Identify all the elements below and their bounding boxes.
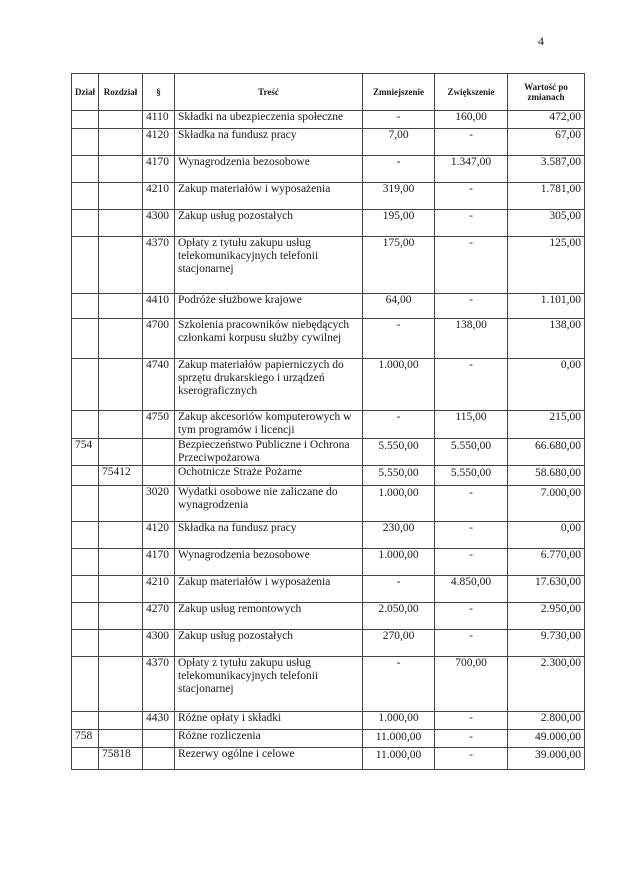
cell-rozdzial: [99, 603, 143, 630]
cell-rozdzial: [99, 522, 143, 549]
table-row: [72, 730, 585, 748]
cell-zwiekszenie: 700,00: [435, 657, 508, 712]
cell-zmniejszenie: 230,00: [363, 522, 435, 549]
cell-zwiekszenie: -: [435, 522, 508, 549]
cell-tresc: Wynagrodzenia bezosobowe: [175, 156, 363, 183]
cell-zmniejszenie: -: [363, 411, 435, 439]
header-row: [72, 74, 585, 111]
cell-zmniejszenie: 64,00: [363, 294, 435, 319]
table-row: [72, 522, 585, 549]
cell-zmniejszenie: 2.050,00: [363, 603, 435, 630]
cell-zwiekszenie: 5.550,00: [435, 439, 508, 466]
cell-dzial: [72, 129, 99, 156]
table-row: [72, 319, 585, 359]
table-row: [72, 359, 585, 411]
table-row: [72, 748, 585, 770]
cell-zwiekszenie: 4.850,00: [435, 576, 508, 603]
cell-rozdzial: [99, 129, 143, 156]
cell-tresc: Opłaty z tytułu zakupu usług telekomunikacyjnych telefonii stacjonarnej: [175, 237, 363, 294]
cell-zmniejszenie: 1.000,00: [363, 486, 435, 522]
table-row: [72, 576, 585, 603]
cell-paragraf: 4370: [143, 237, 175, 294]
cell-zwiekszenie: -: [435, 359, 508, 411]
cell-tresc: Składki na ubezpieczenia społeczne: [175, 111, 363, 129]
cell-tresc: Składka na fundusz pracy: [175, 129, 363, 156]
cell-wartosc: 1.101,00: [508, 294, 585, 319]
cell-paragraf: 4110: [143, 111, 175, 129]
cell-zmniejszenie: 11.000,00: [363, 748, 435, 770]
cell-tresc: Podróże służbowe krajowe: [175, 294, 363, 319]
cell-rozdzial: [99, 411, 143, 439]
cell-dzial: [72, 712, 99, 730]
table-row: [72, 549, 585, 576]
cell-paragraf: 4430: [143, 712, 175, 730]
cell-rozdzial: [99, 630, 143, 657]
cell-wartosc: 17.630,00: [508, 576, 585, 603]
cell-rozdzial: [99, 156, 143, 183]
cell-dzial: [72, 294, 99, 319]
cell-dzial: [72, 359, 99, 411]
cell-tresc: Zakup usług pozostałych: [175, 210, 363, 237]
cell-dzial: [72, 210, 99, 237]
table-row: [72, 183, 585, 210]
cell-rozdzial: [99, 576, 143, 603]
cell-rozdzial: [99, 730, 143, 748]
cell-zmniejszenie: 5.550,00: [363, 439, 435, 466]
cell-dzial: [72, 630, 99, 657]
cell-zwiekszenie: -: [435, 237, 508, 294]
cell-paragraf: [143, 439, 175, 466]
cell-zmniejszenie: 11.000,00: [363, 730, 435, 748]
cell-dzial: [72, 466, 99, 486]
cell-wartosc: 1.781,00: [508, 183, 585, 210]
cell-rozdzial: [99, 210, 143, 237]
cell-dzial: 754: [72, 439, 99, 466]
cell-paragraf: [143, 466, 175, 486]
cell-rozdzial: [99, 237, 143, 294]
table-row: [72, 712, 585, 730]
table-row: [72, 603, 585, 630]
table-body: [72, 111, 585, 770]
table-row: [72, 237, 585, 294]
cell-zwiekszenie: -: [435, 486, 508, 522]
cell-paragraf: 4370: [143, 657, 175, 712]
cell-rozdzial: [99, 712, 143, 730]
cell-rozdzial: [99, 183, 143, 210]
cell-zwiekszenie: -: [435, 183, 508, 210]
cell-wartosc: 472,00: [508, 111, 585, 129]
cell-zmniejszenie: -: [363, 576, 435, 603]
cell-zmniejszenie: -: [363, 319, 435, 359]
cell-paragraf: 4300: [143, 630, 175, 657]
cell-paragraf: 3020: [143, 486, 175, 522]
cell-wartosc: 66.680,00: [508, 439, 585, 466]
table-row: [72, 466, 585, 486]
cell-zmniejszenie: -: [363, 657, 435, 712]
header-zmniejszenie: Zmniejszenie: [363, 74, 435, 111]
cell-zmniejszenie: 270,00: [363, 630, 435, 657]
cell-dzial: [72, 576, 99, 603]
cell-paragraf: 4750: [143, 411, 175, 439]
cell-zwiekszenie: 138,00: [435, 319, 508, 359]
cell-tresc: Różne rozliczenia: [175, 730, 363, 748]
cell-wartosc: 2.800,00: [508, 712, 585, 730]
cell-zwiekszenie: -: [435, 712, 508, 730]
cell-dzial: [72, 237, 99, 294]
cell-dzial: [72, 522, 99, 549]
cell-paragraf: 4700: [143, 319, 175, 359]
cell-zwiekszenie: -: [435, 129, 508, 156]
cell-dzial: [72, 486, 99, 522]
cell-rozdzial: 75818: [99, 748, 143, 770]
cell-wartosc: 125,00: [508, 237, 585, 294]
cell-wartosc: 49.000,00: [508, 730, 585, 748]
cell-wartosc: 39.000,00: [508, 748, 585, 770]
cell-tresc: Zakup usług remontowych: [175, 603, 363, 630]
cell-rozdzial: [99, 319, 143, 359]
header-rozdzial: Rozdział: [99, 74, 143, 111]
cell-zmniejszenie: -: [363, 111, 435, 129]
cell-zwiekszenie: -: [435, 210, 508, 237]
table-row: [72, 486, 585, 522]
cell-dzial: [72, 319, 99, 359]
budget-table: [71, 73, 585, 770]
header-tresc: Treść: [175, 74, 363, 111]
cell-tresc: Bezpieczeństwo Publiczne i Ochrona Przeciwpożarowa: [175, 439, 363, 466]
cell-dzial: [72, 183, 99, 210]
cell-rozdzial: [99, 549, 143, 576]
header-wartosc: Wartość po zmianach: [508, 74, 585, 111]
header-paragraf: §: [143, 74, 175, 111]
cell-rozdzial: [99, 439, 143, 466]
cell-tresc: Szkolenia pracowników niebędących członkami korpusu służby cywilnej: [175, 319, 363, 359]
cell-zwiekszenie: -: [435, 630, 508, 657]
cell-paragraf: 4120: [143, 522, 175, 549]
cell-paragraf: 4210: [143, 576, 175, 603]
cell-zwiekszenie: 160,00: [435, 111, 508, 129]
cell-wartosc: 6.770,00: [508, 549, 585, 576]
cell-wartosc: 2.950,00: [508, 603, 585, 630]
cell-zmniejszenie: 1.000,00: [363, 712, 435, 730]
cell-zmniejszenie: 1.000,00: [363, 359, 435, 411]
cell-rozdzial: [99, 657, 143, 712]
cell-rozdzial: [99, 294, 143, 319]
cell-zmniejszenie: -: [363, 156, 435, 183]
cell-zwiekszenie: 5.550,00: [435, 466, 508, 486]
cell-dzial: [72, 411, 99, 439]
cell-wartosc: 2.300,00: [508, 657, 585, 712]
cell-dzial: [72, 657, 99, 712]
cell-tresc: Zakup akcesoriów komputerowych w tym programów i licencji: [175, 411, 363, 439]
cell-tresc: Opłaty z tytułu zakupu usług telekomunikacyjnych telefonii stacjonarnej: [175, 657, 363, 712]
cell-wartosc: 0,00: [508, 359, 585, 411]
cell-paragraf: 4170: [143, 549, 175, 576]
cell-dzial: [72, 111, 99, 129]
cell-paragraf: [143, 730, 175, 748]
cell-zmniejszenie: 319,00: [363, 183, 435, 210]
cell-zwiekszenie: -: [435, 603, 508, 630]
page-number: 4: [538, 34, 544, 48]
table-row: [72, 156, 585, 183]
cell-wartosc: 305,00: [508, 210, 585, 237]
cell-zwiekszenie: -: [435, 549, 508, 576]
cell-rozdzial: [99, 359, 143, 411]
cell-paragraf: 4120: [143, 129, 175, 156]
cell-paragraf: 4740: [143, 359, 175, 411]
cell-tresc: Zakup materiałów i wyposażenia: [175, 576, 363, 603]
cell-zwiekszenie: 1.347,00: [435, 156, 508, 183]
cell-tresc: Rezerwy ogólne i celowe: [175, 748, 363, 770]
cell-zmniejszenie: 7,00: [363, 129, 435, 156]
cell-tresc: Wydatki osobowe nie zaliczane do wynagrodzenia: [175, 486, 363, 522]
cell-zmniejszenie: 195,00: [363, 210, 435, 237]
cell-paragraf: 4300: [143, 210, 175, 237]
cell-rozdzial: [99, 111, 143, 129]
cell-wartosc: 7.000,00: [508, 486, 585, 522]
header-dzial: Dział: [72, 74, 99, 111]
table-row: [72, 210, 585, 237]
cell-rozdzial: 75412: [99, 466, 143, 486]
table-row: [72, 630, 585, 657]
cell-dzial: [72, 549, 99, 576]
cell-zwiekszenie: -: [435, 294, 508, 319]
cell-wartosc: 9.730,00: [508, 630, 585, 657]
cell-tresc: Wynagrodzenia bezosobowe: [175, 549, 363, 576]
cell-wartosc: 0,00: [508, 522, 585, 549]
cell-paragraf: 4410: [143, 294, 175, 319]
cell-wartosc: 3.587,00: [508, 156, 585, 183]
cell-zwiekszenie: -: [435, 748, 508, 770]
cell-tresc: Różne opłaty i składki: [175, 712, 363, 730]
cell-paragraf: 4170: [143, 156, 175, 183]
cell-paragraf: 4210: [143, 183, 175, 210]
cell-zmniejszenie: 5.550,00: [363, 466, 435, 486]
table-row: [72, 439, 585, 466]
cell-wartosc: 67,00: [508, 129, 585, 156]
cell-zmniejszenie: 1.000,00: [363, 549, 435, 576]
table-row: [72, 411, 585, 439]
cell-dzial: 758: [72, 730, 99, 748]
cell-tresc: Składka na fundusz pracy: [175, 522, 363, 549]
cell-tresc: Zakup materiałów i wyposażenia: [175, 183, 363, 210]
cell-wartosc: 58.680,00: [508, 466, 585, 486]
table-row: [72, 657, 585, 712]
cell-tresc: Ochotnicze Straże Pożarne: [175, 466, 363, 486]
cell-dzial: [72, 156, 99, 183]
cell-dzial: [72, 748, 99, 770]
cell-paragraf: 4270: [143, 603, 175, 630]
cell-tresc: Zakup usług pozostałych: [175, 630, 363, 657]
cell-wartosc: 215,00: [508, 411, 585, 439]
header-zwiekszenie: Zwiększenie: [435, 74, 508, 111]
cell-dzial: [72, 603, 99, 630]
cell-wartosc: 138,00: [508, 319, 585, 359]
cell-zwiekszenie: 115,00: [435, 411, 508, 439]
cell-zmniejszenie: 175,00: [363, 237, 435, 294]
table-row: [72, 294, 585, 319]
cell-tresc: Zakup materiałów papierniczych do sprzętu drukarskiego i urządzeń kserograficznych: [175, 359, 363, 411]
table-row: [72, 129, 585, 156]
cell-zwiekszenie: -: [435, 730, 508, 748]
cell-paragraf: [143, 748, 175, 770]
cell-rozdzial: [99, 486, 143, 522]
table-row: [72, 111, 585, 129]
